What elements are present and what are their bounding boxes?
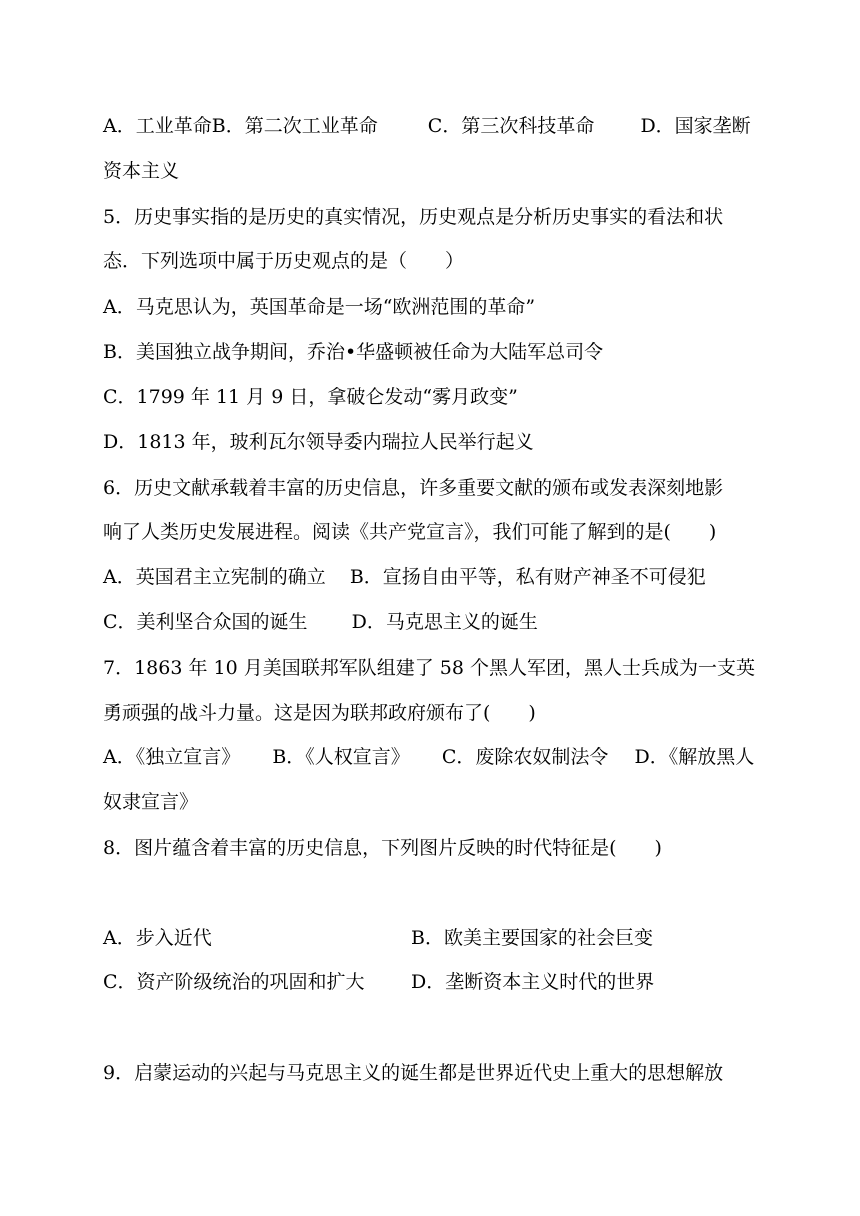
q6-options-row-2 bbox=[103, 610, 538, 634]
q7-option-b: B．《人权宣言》 bbox=[272, 746, 410, 768]
q8-stem-line-1: 8．图片蕴含着丰富的历史信息，下列图片反映的时代特征是( ) bbox=[103, 837, 662, 859]
q5-option-d: D．1813 年，玻利瓦尔领导委内瑞拉人民举行起义 bbox=[103, 431, 534, 453]
q5-option-a: A．马克思认为，英国革命是一场“欧洲范围的革命” bbox=[103, 296, 536, 318]
q6-option-d: D．马克思主义的诞生 bbox=[351, 611, 538, 633]
q8-option-d: D．垄断资本主义时代的世界 bbox=[411, 971, 655, 993]
q8-option-a: A．步入近代 bbox=[103, 927, 212, 949]
q7-stem-line-1: 7．1863 年 10 月美国联邦军队组建了 58 个黑人军团，黑人士兵成为一支英 bbox=[103, 657, 755, 679]
q7-option-a: A．《独立宣言》 bbox=[103, 746, 241, 768]
q6-stem-line-1: 6．历史文献承载着丰富的历史信息，许多重要文献的颁布或发表深刻地影 bbox=[103, 477, 724, 499]
q7-option-d: D．《解放黑人 bbox=[634, 746, 755, 768]
q6-options-row-1 bbox=[103, 565, 706, 589]
q7-option-d-cont: 奴隶宣言》 bbox=[103, 791, 199, 813]
q4-option-b: B．第二次工业革命 bbox=[211, 115, 378, 137]
q8-options-row-2 bbox=[103, 970, 763, 994]
q6-option-a: A．英国君主立宪制的确立 bbox=[103, 566, 326, 588]
q8-options-row-1 bbox=[103, 926, 763, 950]
q5-option-c: C．1799 年 11 月 9 日，拿破仑发动“雾月政变” bbox=[103, 386, 518, 408]
q7-options-row bbox=[103, 745, 754, 769]
q7-option-c: C．废除农奴制法令 bbox=[441, 746, 609, 768]
q4-option-a: A．工业革命 bbox=[103, 115, 212, 137]
q4-option-d: D．国家垄断 bbox=[640, 115, 751, 137]
q4-options-row bbox=[103, 114, 751, 138]
q4-option-d-cont: 资本主义 bbox=[103, 160, 180, 182]
q5-stem-line-1: 5．历史事实指的是历史的真实情况，历史观点是分析历史事实的看法和状 bbox=[103, 206, 724, 228]
q7-stem-line-2: 勇顽强的战斗力量。这是因为联邦政府颁布了( ) bbox=[103, 702, 536, 724]
q6-option-b: B．宣扬自由平等，私有财产神圣不可侵犯 bbox=[349, 566, 706, 588]
q5-option-b: B．美国独立战争期间，乔治•华盛顿被任命为大陆军总司令 bbox=[103, 341, 604, 363]
q8-option-c: C．资产阶级统治的巩固和扩大 bbox=[103, 971, 365, 993]
q6-option-c: C．美利坚合众国的诞生 bbox=[103, 611, 308, 633]
q4-option-c: C．第三次科技革命 bbox=[427, 115, 595, 137]
q9-stem-line-1: 9．启蒙运动的兴起与马克思主义的诞生都是世界近代史上重大的思想解放 bbox=[103, 1062, 724, 1084]
q6-stem-line-2: 响了人类历史发展进程。阅读《共产党宣言》，我们可能了解到的是( ) bbox=[103, 521, 717, 543]
q5-stem-line-2: 态．下列选项中属于历史观点的是（ ） bbox=[103, 250, 465, 272]
q8-option-b: B．欧美主要国家的社会巨变 bbox=[411, 927, 653, 949]
